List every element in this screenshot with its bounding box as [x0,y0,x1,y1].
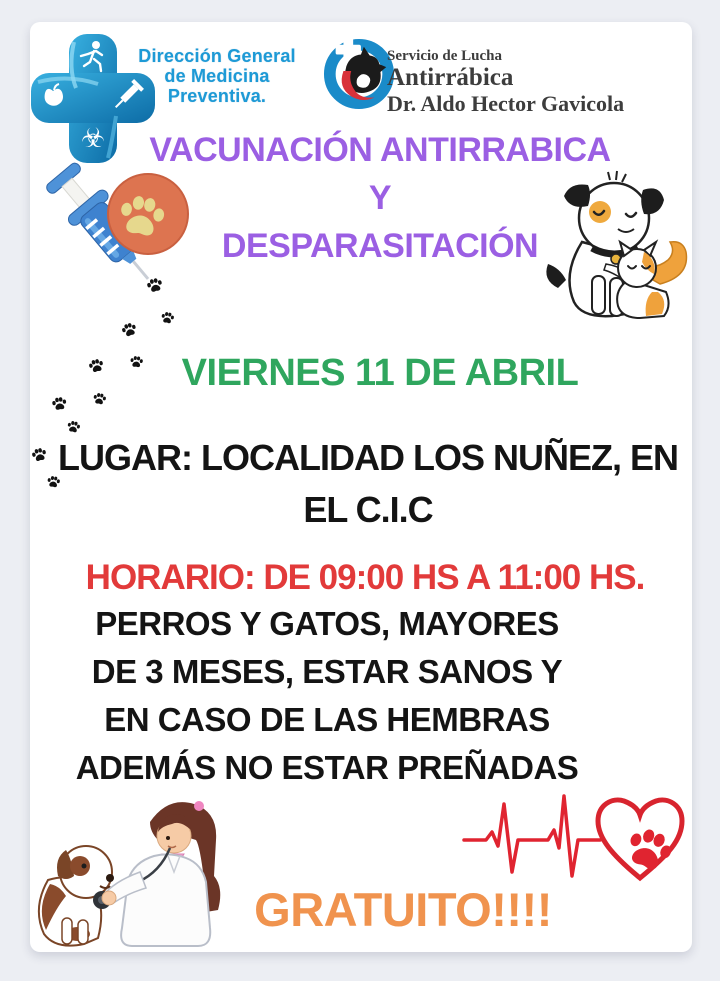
title-line2: Y [368,179,392,217]
right-logo-text [387,48,692,116]
requirements-line3: EN CASO DE LAS HEMBRAS [104,701,550,738]
event-schedule: HORARIO: DE 09:00 HS A 11:00 HS. [85,558,645,597]
left-logo-text [112,46,322,106]
free-banner: GRATUITO!!!! [254,883,552,936]
dog-hugging-cat-illustration [540,168,692,336]
biohazard-icon: ☣ [80,123,106,154]
flyer-card [30,22,692,952]
title-line3: DESPARASITACIÓN [221,227,539,265]
event-location [36,432,692,536]
right-logo-line3: Dr. Aldo Hector Gavicola [387,91,625,116]
right-logo-line2: Antirrábica [387,64,514,91]
left-logo-line3: Preventiva. [167,86,267,106]
heartbeat-heart-with-paw-icon [462,788,692,890]
requirements-line2: DE 3 MESES, ESTAR SANOS Y [91,653,563,690]
event-date: VIERNES 11 DE ABRIL [181,352,579,394]
requirements-line1: PERROS Y GATOS, MAYORES [95,605,559,642]
syringe-with-paw-badge-icon [30,162,202,314]
right-logo-line1: Servicio de Lucha [387,48,502,64]
left-logo-line2: de Medicina [164,66,270,86]
left-logo-line1: Dirección General [138,46,296,66]
location-line2: EL C.I.C [303,489,433,530]
paw-print-icon [159,310,176,327]
location-line1: LUGAR: LOCALIDAD LOS NUÑEZ, EN [58,437,678,478]
paw-print-icon [50,395,69,414]
antirabies-dog-logo-icon [323,34,395,112]
requirements-text [30,600,624,792]
title-line1: VACUNACIÓN ANTIRRABICA [149,131,611,169]
veterinarian-examining-dog-illustration [30,788,237,952]
paw-print-icon [119,320,140,341]
requirements-line4: ADEMÁS NO ESTAR PREÑADAS [75,749,579,786]
